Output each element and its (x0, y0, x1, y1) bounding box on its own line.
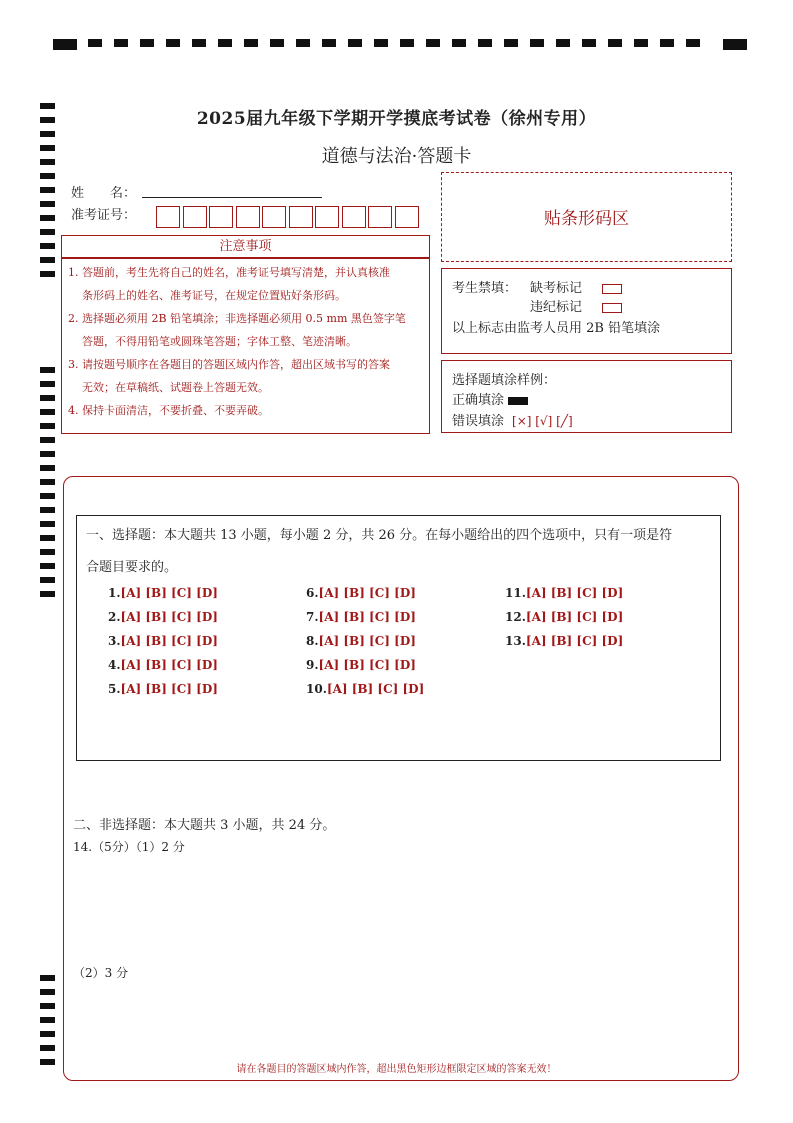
question-6[interactable] (306, 586, 416, 600)
notice-item: 无效；在草稿纸、试题卷上答题无效。 (82, 381, 269, 394)
barcode-label: 贴条形码区 (544, 209, 629, 229)
answer-area-14-1[interactable] (73, 856, 713, 956)
question-number: 4. (108, 658, 121, 672)
filled-mark-icon (508, 397, 528, 405)
wrong-label: 错误填涂 (452, 414, 505, 429)
question-14-label: 14.（5分）（1）2 分 (73, 840, 185, 854)
question-13[interactable] (505, 634, 623, 648)
question-number: 13. (505, 634, 526, 648)
example-title: 选择题填涂样例： (452, 373, 557, 388)
answer-area-14-2[interactable] (73, 982, 713, 1052)
footer-warning: 请在各题目的答题区域内作答，超出黑色矩形边框限定区域的答案无效！ (236, 1064, 557, 1075)
notice-item: 1. 答题前，考生先将自己的姓名，准考证号填写清楚，并认真核准 (68, 266, 390, 279)
answer-options[interactable]: [A] [B] [C] [D] (120, 658, 218, 672)
barcode-area (441, 172, 732, 262)
notice-item: 答题，不得用铅笔或圆珠笔答题；字体工整、笔迹清晰。 (82, 335, 357, 348)
absent-checkbox[interactable] (602, 284, 622, 294)
question-number: 12. (505, 610, 526, 624)
answer-options[interactable]: [A] [B] [C] [D] (525, 586, 624, 600)
answer-options[interactable]: [A] [B] [C] [D] (525, 634, 624, 648)
question-number: 9. (306, 658, 319, 672)
question-number: 5. (108, 682, 121, 696)
notice-box (61, 258, 430, 434)
answer-options[interactable]: [A] [B] [C] [D] (326, 682, 425, 696)
answer-options[interactable]: [A] [B] [C] [D] (120, 682, 218, 696)
example-box (441, 360, 732, 433)
answer-options[interactable]: [A] [B] [C] [D] (120, 586, 218, 600)
question-7[interactable] (306, 610, 416, 624)
wrong-marks: [×] [√] [╱] (512, 414, 573, 428)
question-number: 1. (108, 586, 121, 600)
question-number: 8. (306, 634, 319, 648)
name-field[interactable] (142, 197, 322, 198)
question-5[interactable] (108, 682, 218, 696)
question-12[interactable] (505, 610, 623, 624)
section2-heading: 二、非选择题：本大题共 3 小题，共 24 分。 (73, 818, 336, 833)
violation-mark[interactable] (530, 296, 622, 315)
question-number: 6. (306, 586, 319, 600)
violation-label: 违纪标记 (530, 300, 583, 315)
question-3[interactable] (108, 634, 218, 648)
forbidden-label: 考生禁填： (452, 281, 518, 296)
section1-heading-2: 合题目要求的。 (86, 560, 178, 575)
question-number: 11. (505, 586, 526, 600)
id-label: 准考证号： (71, 208, 137, 223)
question-2[interactable] (108, 610, 218, 624)
violation-checkbox[interactable] (602, 303, 622, 313)
answer-options[interactable]: [A] [B] [C] [D] (318, 658, 416, 672)
notice-item: 3. 请按题号顺序在各题目的答题区域内作答，超出区域书写的答案 (68, 358, 390, 371)
answer-options[interactable]: [A] [B] [C] [D] (120, 610, 218, 624)
answer-options[interactable]: [A] [B] [C] [D] (318, 634, 416, 648)
exam-title: 2025届九年级下学期开学摸底考试卷（徐州专用） (196, 109, 597, 129)
correct-label: 正确填涂 (452, 393, 505, 408)
section1-heading: 一、选择题：本大题共 13 小题，每小题 2 分，共 26 分。在每小题给出的四个选项中，只有一项是符 (86, 528, 673, 543)
absent-mark[interactable] (530, 277, 622, 296)
answer-options[interactable]: [A] [B] [C] [D] (318, 610, 416, 624)
answer-options[interactable]: [A] [B] [C] [D] (120, 634, 218, 648)
name-label: 姓 名： (71, 186, 137, 201)
notice-title: 注意事项 (219, 239, 272, 254)
notice-item: 2. 选择题必须用 2B 铅笔填涂；非选择题必须用 0.5 mm 黑色签字笔 (68, 312, 406, 325)
forbidden-note: 以上标志由监考人员用 2B 铅笔填涂 (452, 321, 661, 336)
answer-options[interactable]: [A] [B] [C] [D] (318, 586, 416, 600)
question-8[interactable] (306, 634, 416, 648)
answer-options[interactable]: [A] [B] [C] [D] (525, 610, 624, 624)
forbidden-box (441, 268, 732, 354)
absent-label: 缺考标记 (530, 281, 583, 296)
question-4[interactable] (108, 658, 218, 672)
question-number: 2. (108, 610, 121, 624)
question-number: 10. (306, 682, 327, 696)
question-1[interactable] (108, 586, 218, 600)
notice-title-box (61, 235, 430, 258)
question-number: 7. (306, 610, 319, 624)
question-14-part2-label: （2）3 分 (73, 966, 129, 980)
subject-title: 道德与法治·答题卡 (321, 146, 472, 167)
question-10[interactable] (306, 682, 424, 696)
question-9[interactable] (306, 658, 416, 672)
notice-item: 条形码上的姓名、准考证号，在规定位置贴好条形码。 (82, 289, 346, 302)
question-number: 3. (108, 634, 121, 648)
notice-item: 4. 保持卡面清洁，不要折叠、不要弄破。 (68, 404, 269, 417)
question-11[interactable] (505, 586, 623, 600)
